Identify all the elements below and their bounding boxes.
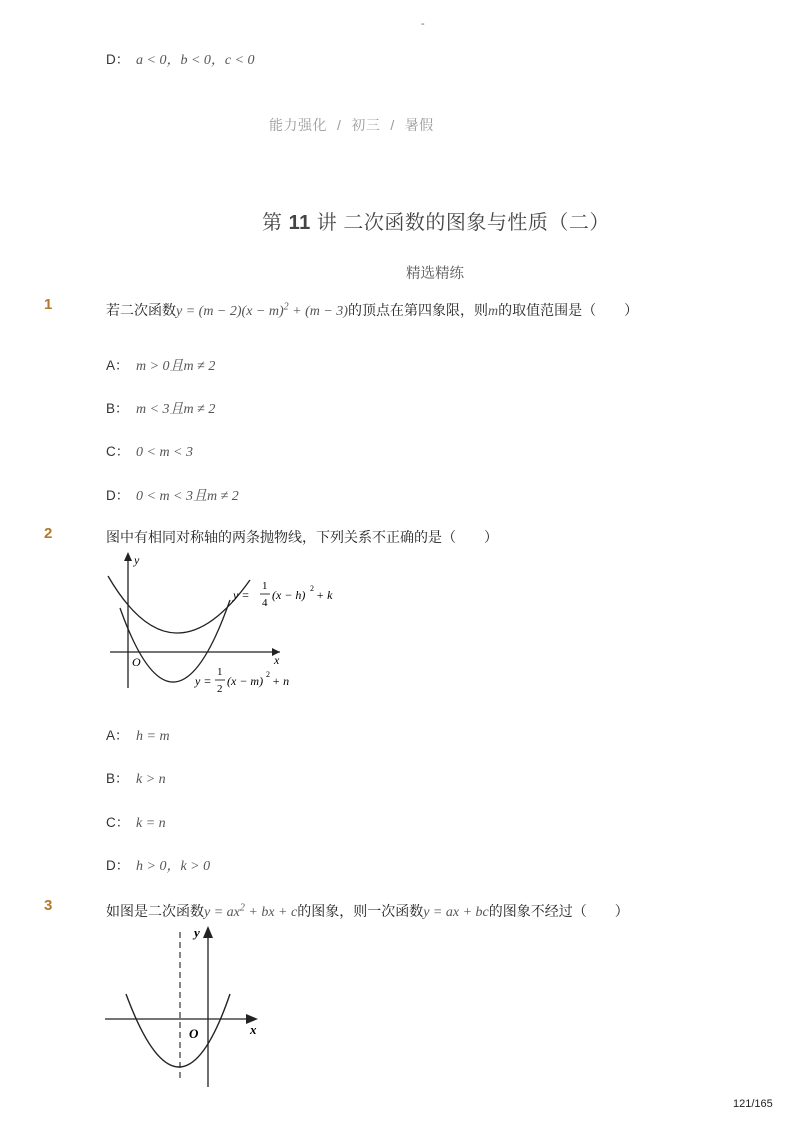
q2-option-c[interactable] <box>106 811 166 832</box>
q1-text-c: 的取值范围是（ ） <box>498 302 639 318</box>
q1-option-c[interactable] <box>106 440 193 461</box>
lesson-prefix: 第 <box>262 212 289 234</box>
eq2-body: (x − m) <box>227 674 264 688</box>
breadcrumb-grade: 初三 <box>351 117 381 133</box>
option-label: A： <box>106 728 129 743</box>
prev-option-d[interactable] <box>106 48 255 69</box>
option-math: m < 3且m ≠ 2 <box>136 402 216 417</box>
eq1-y: y = <box>233 588 250 602</box>
breadcrumb-term: 暑假 <box>404 117 434 133</box>
eq1-numerator: 1 <box>262 580 268 592</box>
q3-parabola-graph <box>100 922 270 1092</box>
option-label: D： <box>106 52 130 67</box>
origin-label: O <box>132 655 141 669</box>
question-1-text <box>106 300 638 320</box>
parabola-narrow <box>120 600 230 682</box>
option-label: C： <box>106 444 130 459</box>
question-number: 1 <box>44 296 53 313</box>
q3-sup: 2 <box>239 902 245 914</box>
option-math: k > n <box>136 772 166 787</box>
q1-option-d[interactable] <box>106 484 239 505</box>
q1-option-a[interactable] <box>106 354 215 375</box>
q1-text-b: 的顶点在第四象限，则 <box>347 302 488 318</box>
q3-math-a: y = ax <box>204 905 240 920</box>
eq1-denominator: 4 <box>262 597 268 609</box>
breadcrumb-course: 能力强化 <box>269 117 327 133</box>
q1-option-b[interactable] <box>106 397 215 418</box>
x-label: x <box>250 1022 257 1037</box>
eq2-tail: + n <box>272 674 290 688</box>
eq1-body: (x − h) <box>272 588 306 602</box>
parabola <box>126 994 230 1067</box>
breadcrumb-separator: / <box>390 117 395 133</box>
eq2-numerator: 1 <box>217 666 223 678</box>
q1-math-b: + (m − 3) <box>288 304 348 319</box>
option-math: h > 0，k > 0 <box>136 859 211 874</box>
section-title: 精选精练 <box>406 266 464 282</box>
option-label: D： <box>106 488 130 503</box>
breadcrumb <box>269 115 434 135</box>
option-label: B： <box>106 401 129 416</box>
q3-text-c: 的图象不经过（ ） <box>488 903 629 919</box>
q2-option-b[interactable] <box>106 767 166 788</box>
question-number: 3 <box>44 897 53 914</box>
lesson-title <box>262 206 610 235</box>
q1-math-c: m <box>487 304 499 319</box>
question-2-text: 图中有相同对称轴的两条抛物线，下列关系不正确的是（ ） <box>106 529 498 545</box>
page-number: 121/165 <box>733 1098 773 1110</box>
eq2-denominator: 2 <box>217 683 223 695</box>
option-label: D： <box>106 858 130 873</box>
q2-option-a[interactable] <box>106 724 170 745</box>
q3-math-c: y = ax + bc <box>423 905 489 920</box>
breadcrumb-separator: / <box>337 117 342 133</box>
origin-label: O <box>189 1026 199 1041</box>
option-math: h = m <box>136 729 170 744</box>
q2-parabola-graph <box>100 548 350 698</box>
option-math: 0 < m < 3且m ≠ 2 <box>136 489 239 504</box>
q3-math-b: + bx + c <box>244 905 298 920</box>
option-math: a < 0，b < 0，c < 0 <box>136 53 255 68</box>
y-label: y <box>194 925 200 940</box>
eq2-y: y = <box>195 674 212 688</box>
q1-math-a: y = (m − 2)(x − m) <box>176 304 284 319</box>
q3-text-b: 的图象，则一次函数 <box>297 903 424 919</box>
lesson-number: 11 <box>288 212 311 234</box>
y-label: y <box>134 553 140 567</box>
y-axis-arrow <box>203 926 213 938</box>
option-math: m > 0且m ≠ 2 <box>136 359 216 374</box>
eq1-tail: + k <box>316 588 333 602</box>
q3-text-a: 如图是二次函数 <box>106 903 204 919</box>
q2-option-d[interactable] <box>106 854 210 875</box>
eq1-sup: 2 <box>310 584 314 593</box>
option-label: B： <box>106 771 129 786</box>
option-label: A： <box>106 358 129 373</box>
option-math: k = n <box>136 816 166 831</box>
option-math: 0 < m < 3 <box>136 445 194 460</box>
lesson-suffix: 讲 二次函数的图象与性质（二） <box>310 212 610 234</box>
x-label: x <box>274 653 280 667</box>
q1-text-a: 若二次函数 <box>106 302 176 318</box>
header-dash: - <box>421 18 425 30</box>
eq2-sup: 2 <box>266 670 270 679</box>
question-3-text <box>106 901 629 921</box>
q1-sup: 2 <box>283 301 289 313</box>
question-number: 2 <box>44 525 53 542</box>
option-label: C： <box>106 815 130 830</box>
y-axis-arrow <box>124 552 132 561</box>
